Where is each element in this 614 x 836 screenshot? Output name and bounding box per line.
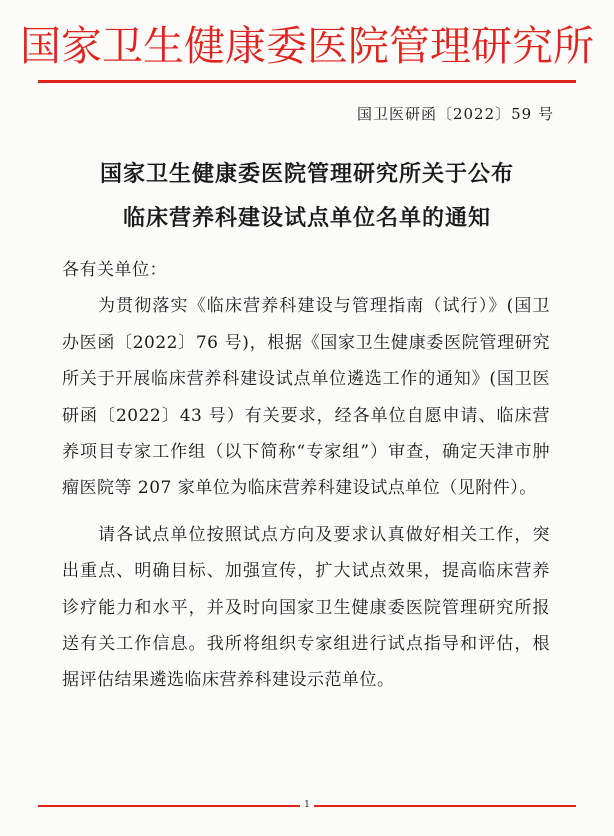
body-paragraph-2: 请各试点单位按照试点方向及要求认真做好相关工作，突出重点、明确目标、加强宣传，扩大试点效果，提高临床营养诊疗能力和水平，并及时向国家卫生健康委医院管理研究所报送有关工作信息。我所将组织专家组进行试点指导和评估，根据评估结果遴选临床营养科建设示范单位。	[62, 524, 550, 691]
org-header-title: 国家卫生健康委医院管理研究所	[20, 22, 594, 70]
header-red-divider	[38, 80, 576, 83]
document-title	[0, 152, 614, 240]
salutation: 各有关单位：	[62, 260, 167, 280]
document-number: 国卫医研函〔2022〕59 号	[356, 105, 554, 123]
page-number: 1	[300, 799, 314, 811]
document-body	[62, 252, 550, 699]
document-title-line-2: 临床营养科建设试点单位名单的通知	[122, 205, 491, 231]
body-paragraph-1: 为贯彻落实《临床营养科建设与管理指南（试行）》(国卫办医函〔2022〕76 号)，根据《国家卫生健康委医院管理研究所关于开展临床营养科建设试点单位遴选工作的通知》(国卫医研函〔2022〕43 号）有关要求，经各单位自愿申请、临床营养项目专家工作组（以下简称“专家组”）审查，确定天津市肿瘤医院等 207 家单位为临床营养科建设试点单位（见附件）。	[62, 296, 550, 499]
document-title-line-1: 国家卫生健康委医院管理研究所关于公布	[99, 161, 514, 187]
